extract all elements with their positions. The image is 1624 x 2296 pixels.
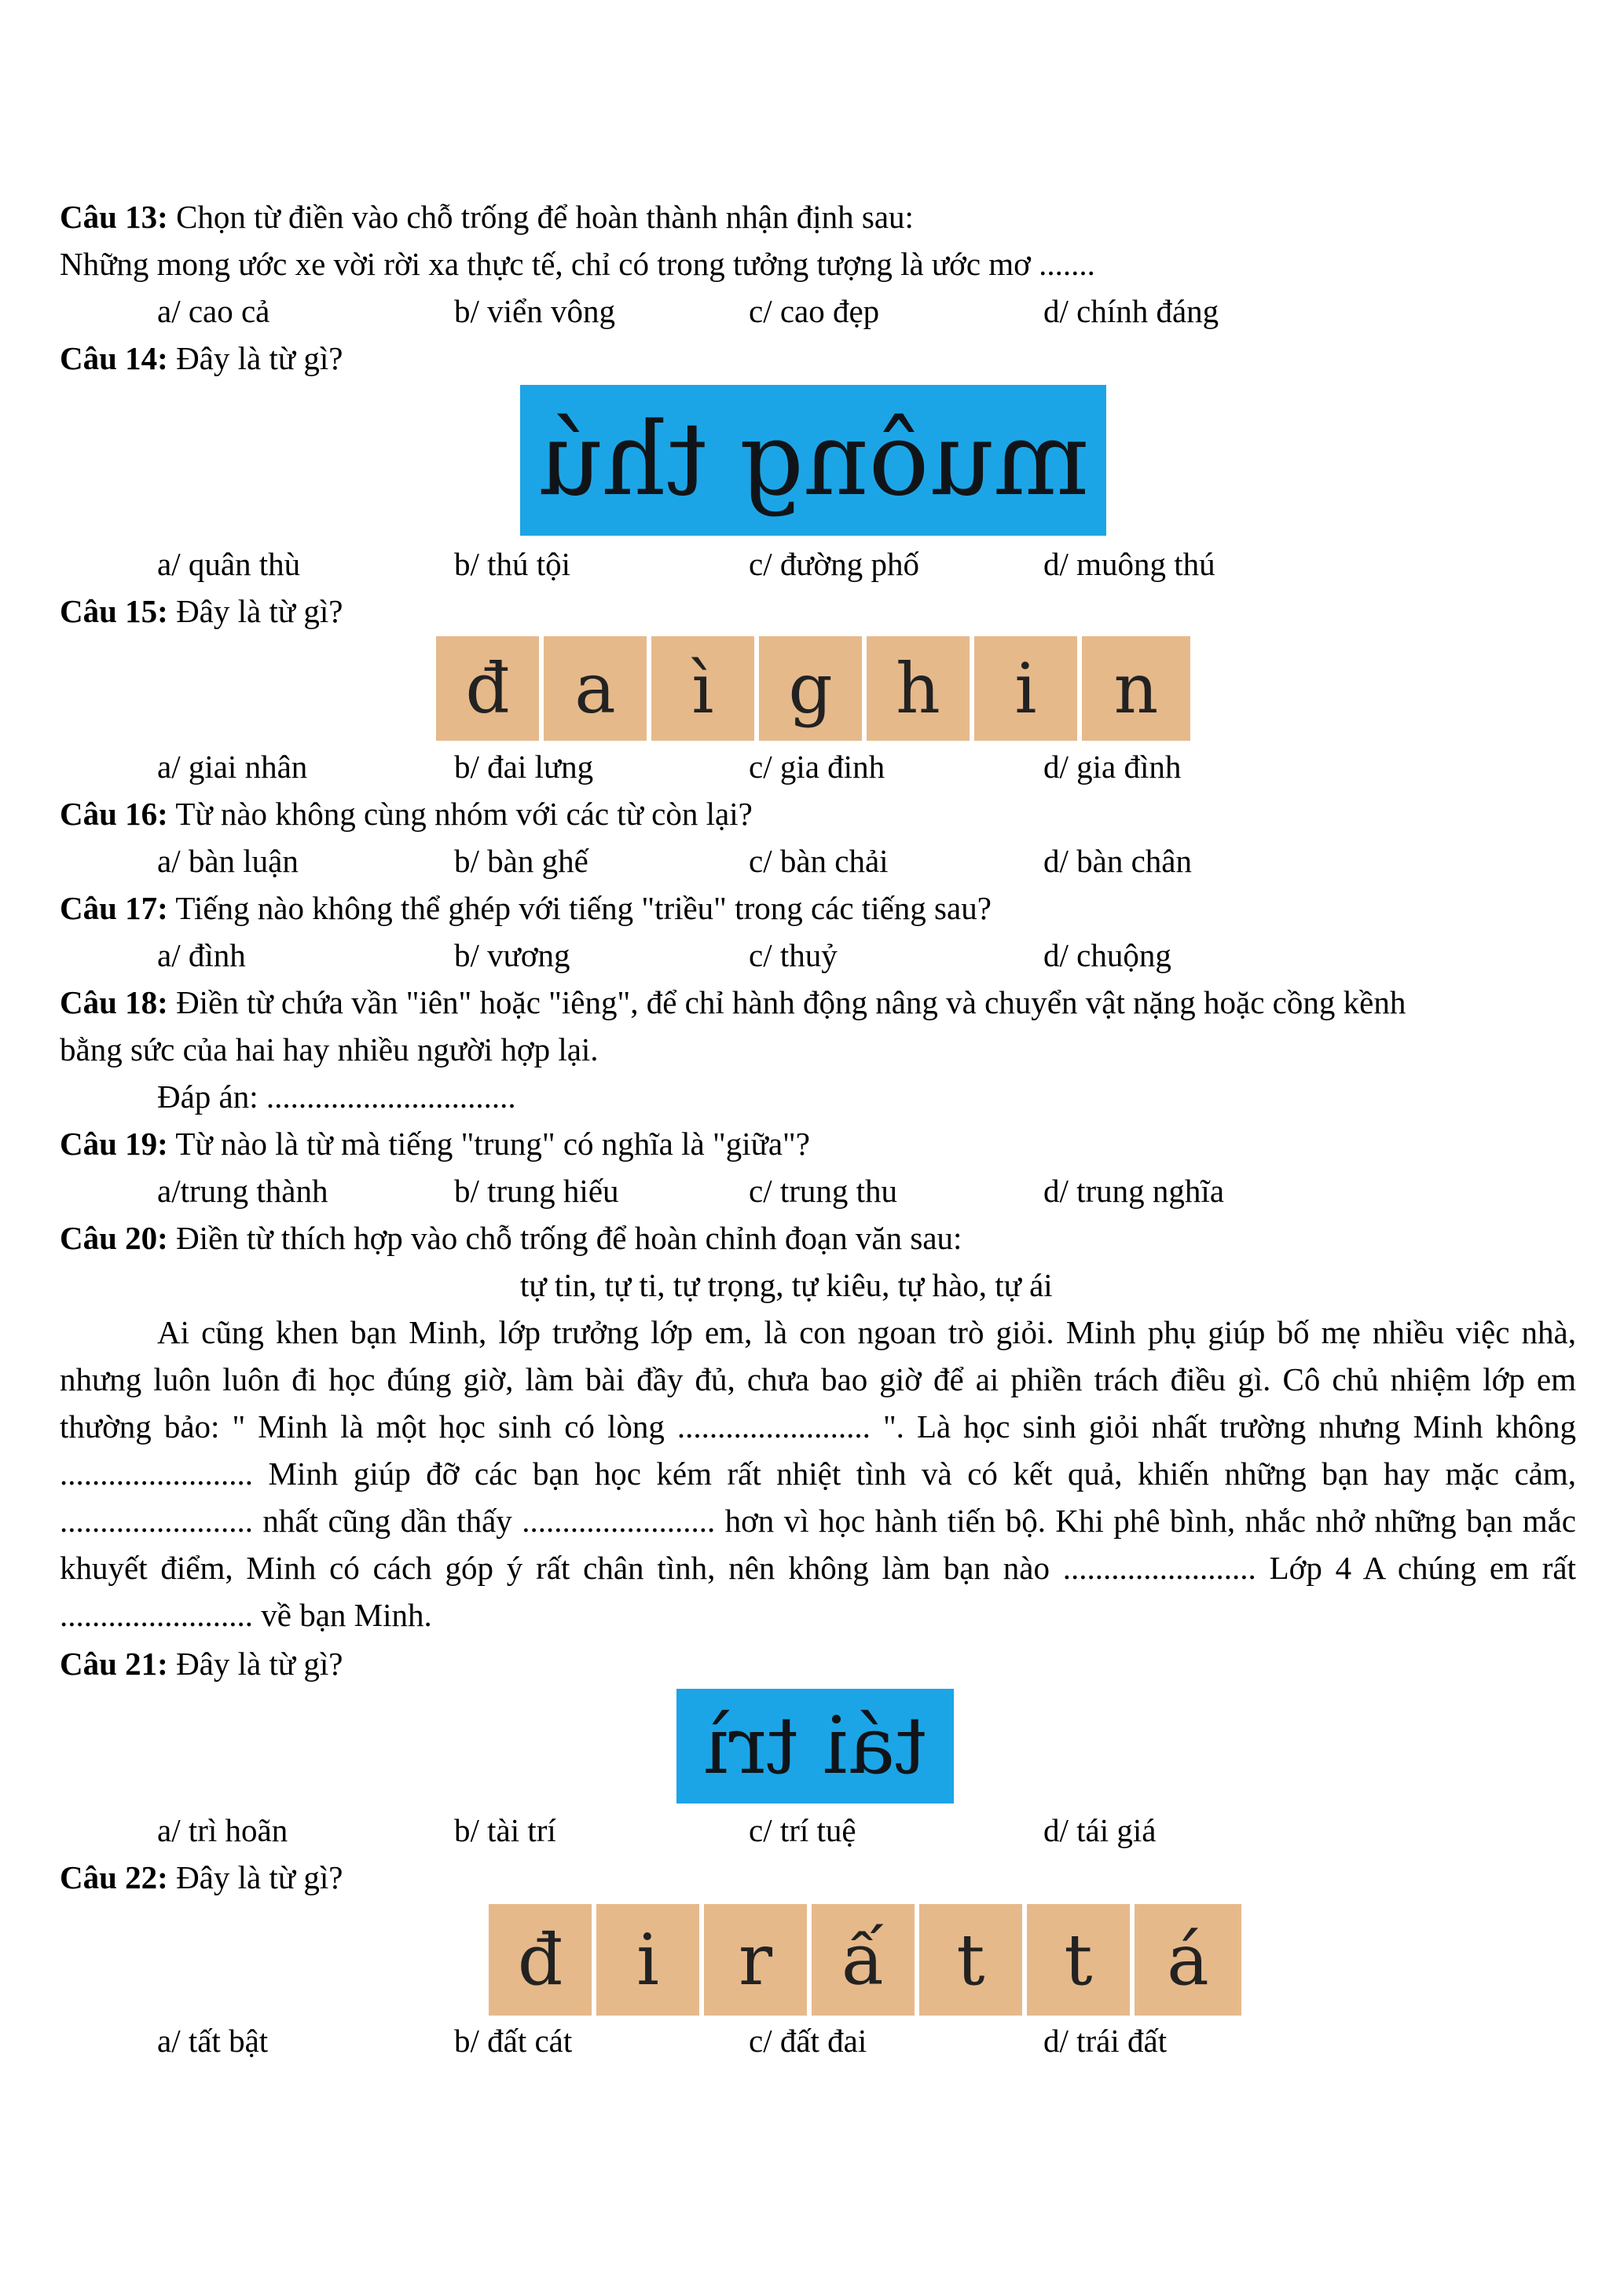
- q14-options: [0, 545, 1624, 583]
- q14-option-d[interactable]: d/ muông thú: [1043, 546, 1215, 582]
- q14-option-b[interactable]: b/ thú tội: [454, 546, 571, 582]
- q19-label: Câu 19:: [60, 1126, 168, 1162]
- q15-prompt: [60, 592, 343, 630]
- q19-option-b[interactable]: b/ trung hiếu: [454, 1173, 619, 1209]
- q14-option-c[interactable]: c/ đường phố: [749, 546, 919, 582]
- q22-tile: á: [1135, 1904, 1241, 2016]
- q15-option-d[interactable]: d/ gia đình: [1043, 749, 1182, 785]
- q18-prompt: [60, 983, 1406, 1021]
- q15-tile: g: [759, 636, 867, 741]
- q22-label: Câu 22:: [60, 1859, 168, 1895]
- q22-tile: ấ: [812, 1904, 919, 2016]
- q18-label: Câu 18:: [60, 984, 168, 1020]
- q17-option-b[interactable]: b/ vương: [454, 937, 570, 973]
- q13-label: Câu 13:: [60, 199, 168, 235]
- q22-tile: t: [919, 1904, 1027, 2016]
- q19-options: [0, 1172, 1624, 1210]
- q21-option-b[interactable]: b/ tài trí: [454, 1812, 556, 1848]
- q13-options: [0, 292, 1624, 330]
- q15-tile: ì: [651, 636, 759, 741]
- q21-option-a[interactable]: a/ trì hoãn: [157, 1812, 288, 1848]
- q21-option-c[interactable]: c/ trí tuệ: [749, 1812, 856, 1848]
- q17-option-c[interactable]: c/ thuỷ: [749, 937, 838, 973]
- q14-image-word: muông thú: [537, 401, 1090, 518]
- q17-prompt: [60, 889, 992, 927]
- q22-tile: r: [704, 1904, 812, 2016]
- q22-tile: i: [596, 1904, 704, 2016]
- q20-word-bank: tự tin, tự ti, tự trọng, tự kiêu, tự hào, tự ái: [520, 1267, 1053, 1303]
- q16-label: Câu 16:: [60, 796, 168, 832]
- q13-line2: Những mong ước xe vời rời xa thực tế, chỉ có trong tưởng tượng là ước mơ .......: [60, 246, 1095, 282]
- q17-option-d[interactable]: d/ chuộng: [1043, 937, 1171, 973]
- q15-tile: i: [974, 636, 1082, 741]
- q20-paragraph: Ai cũng khen bạn Minh, lớp trưởng lớp em, là con ngoan trò giỏi. Minh phụ giúp bố mẹ nhiều việc nhà, nhưng luôn luôn đi học đúng giờ, làm bài đầy đủ, chưa bao giờ để ai phiền trách điều gì. Cô chủ nhiệm lớp em thường bảo: " Minh là một học sinh có lòng ........................ ". Là học sinh giỏi nhất trường nhưng Minh không ........................ Minh giúp đỡ các bạn học kém rất nhiệt tình và có kết quả, khiến những bạn hay mặc cảm, ........................ nhất cũng dần thấy ........................ hơn vì học hành tiến bộ. Khi phê bình, nhắc nhở những bạn mắc khuyết điểm, Minh có cách góp ý rất chân tình, nên không làm bạn nào ........................ Lớp 4 A chúng em rất ........................ về bạn Minh.: [60, 1314, 1576, 1633]
- q21-options: [0, 1811, 1624, 1849]
- q13-option-a[interactable]: a/ cao cả: [157, 293, 270, 329]
- q20-text: Điền từ thích hợp vào chỗ trống để hoàn chỉnh đoạn văn sau:: [167, 1220, 962, 1256]
- q16-options: [0, 842, 1624, 880]
- q17-option-a[interactable]: a/ đình: [157, 937, 246, 973]
- q15-letter-tiles: [436, 636, 1190, 741]
- q15-option-a[interactable]: a/ giai nhân: [157, 749, 308, 785]
- q15-text: Đây là từ gì?: [167, 593, 343, 629]
- q13-prompt: [60, 198, 914, 236]
- q21-option-d[interactable]: d/ tái giá: [1043, 1812, 1157, 1848]
- q17-text: Tiếng nào không thể ghép với tiếng "triều" trong các tiếng sau?: [167, 890, 992, 926]
- q16-prompt: [60, 795, 753, 833]
- q22-option-c[interactable]: c/ đất đai: [749, 2023, 867, 2059]
- q19-option-c[interactable]: c/ trung thu: [749, 1173, 898, 1209]
- q21-label: Câu 21:: [60, 1646, 168, 1682]
- q13-option-b[interactable]: b/ viển vông: [454, 293, 615, 329]
- q13-option-d[interactable]: d/ chính đáng: [1043, 293, 1219, 329]
- q15-tile: h: [867, 636, 974, 741]
- q16-option-c[interactable]: c/ bàn chải: [749, 843, 889, 879]
- q15-options: [0, 748, 1624, 785]
- q15-option-c[interactable]: c/ gia đinh: [749, 749, 885, 785]
- q15-tile: n: [1082, 636, 1190, 741]
- q13-text: Chọn từ điền vào chỗ trống để hoàn thành nhận định sau:: [167, 199, 914, 235]
- q14-option-a[interactable]: a/ quân thù: [157, 546, 301, 582]
- q22-option-a[interactable]: a/ tất bật: [157, 2023, 269, 2059]
- q13-option-c[interactable]: c/ cao đẹp: [749, 293, 880, 329]
- q17-label: Câu 17:: [60, 890, 168, 926]
- q15-label: Câu 15:: [60, 593, 168, 629]
- q21-prompt: [60, 1645, 343, 1683]
- q19-option-a[interactable]: a/trung thành: [157, 1173, 328, 1209]
- q15-option-b[interactable]: b/ đai lưng: [454, 749, 594, 785]
- q22-text: Đây là từ gì?: [167, 1859, 343, 1895]
- q18-answer-blank[interactable]: Đáp án: ...............................: [157, 1078, 516, 1115]
- q14-mirrored-word-image: [520, 385, 1106, 536]
- q15-tile: đ: [436, 636, 544, 741]
- q16-option-a[interactable]: a/ bàn luận: [157, 843, 299, 879]
- q22-option-b[interactable]: b/ đất cát: [454, 2023, 573, 2059]
- q17-options: [0, 936, 1624, 974]
- q22-tile: t: [1027, 1904, 1135, 2016]
- q14-label: Câu 14:: [60, 340, 168, 376]
- q18-line2: bằng sức của hai hay nhiều người hợp lại.: [60, 1031, 599, 1067]
- q21-text: Đây là từ gì?: [167, 1646, 343, 1682]
- q14-prompt: [60, 339, 343, 377]
- q20-label: Câu 20:: [60, 1220, 168, 1256]
- q16-text: Từ nào không cùng nhóm với các từ còn lại?: [167, 796, 753, 832]
- q18-text: Điền từ chứa vần "iên" hoặc "iêng", để chỉ hành động nâng và chuyển vật nặng hoặc cồng kềnh: [167, 984, 1406, 1020]
- q19-prompt: [60, 1125, 810, 1163]
- q22-letter-tiles: [489, 1904, 1241, 2016]
- q20-prompt: [60, 1219, 962, 1257]
- q22-prompt: [60, 1858, 343, 1896]
- q22-tile: đ: [489, 1904, 596, 2016]
- q19-text: Từ nào là từ mà tiếng "trung" có nghĩa là "giữa"?: [167, 1126, 810, 1162]
- q21-mirrored-word-image: [676, 1689, 954, 1803]
- q21-image-word: tái trì: [703, 1700, 927, 1792]
- q16-option-d[interactable]: d/ bàn chân: [1043, 843, 1192, 879]
- q19-option-d[interactable]: d/ trung nghĩa: [1043, 1173, 1225, 1209]
- q14-text: Đây là từ gì?: [167, 340, 343, 376]
- q16-option-b[interactable]: b/ bàn ghế: [454, 843, 588, 879]
- q15-tile: a: [544, 636, 651, 741]
- q22-options: [0, 2022, 1624, 2060]
- q22-option-d[interactable]: d/ trái đất: [1043, 2023, 1168, 2059]
